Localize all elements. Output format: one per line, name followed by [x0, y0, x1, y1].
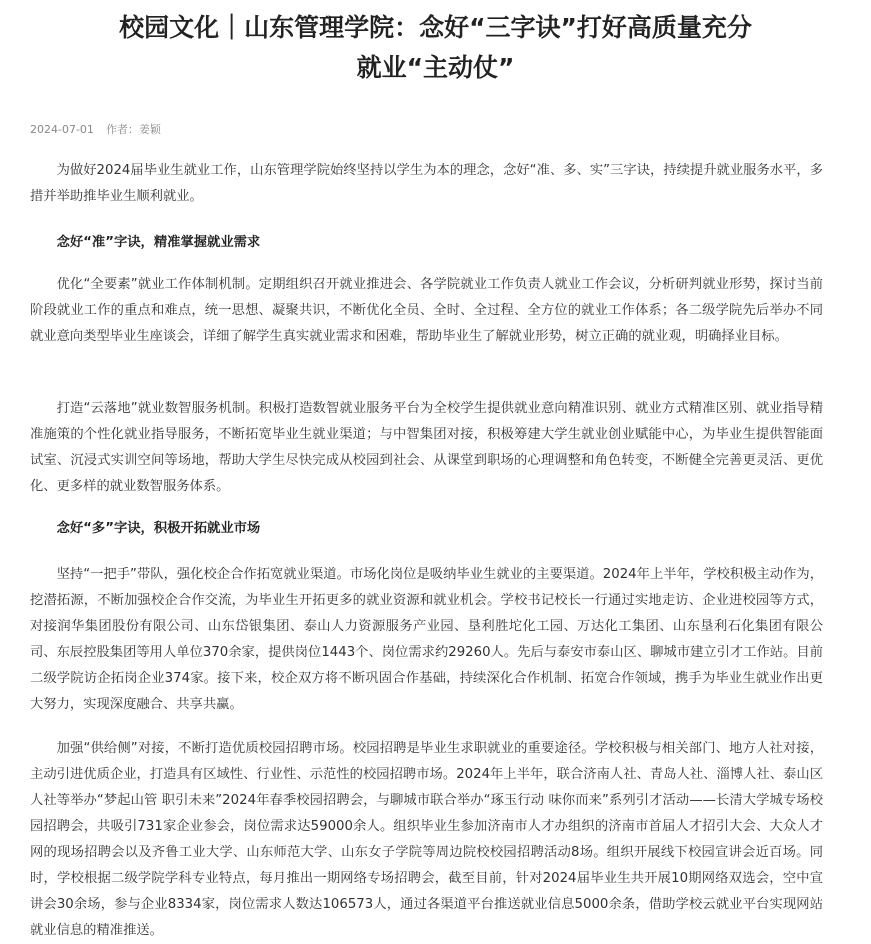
paragraph-enterprise-cooperation: 坚持“一把手”带队，强化校企合作拓宽就业渠道。市场化岗位是吸纳毕业生就业的主要渠道。2024年上半年，学校积极主动作为，挖潜拓源，不断加强校企合作交流，为毕业生开拓更多的就业资源和就业机会。学校书记校长一行通过实地走访、企业进校园等方式，对接润华集团股份有限公司、山东岱银集团、泰山人力资源服务产业园、垦利胜坨化工园、万达化工集团、山东垦利石化集团有限公司、东辰控股集团等用人单位370余家，提供岗位1443个、岗位需求约29260人。先后与泰安市泰山区、聊城市建立引才工作站。目前二级学院访企拓岗企业374家。接下来，校企双方将不断巩固合作基础，持续深化合作机制、拓宽合作领域，携手为毕业生就业作出更大努力，实现深度融合、共享共赢。	[30, 567, 823, 712]
article-title	[30, 8, 841, 88]
paragraph-campus-recruitment: 加强“供给侧”对接，不断打造优质校园招聘市场。校园招聘是毕业生求职就业的重要途径。学校积极与相关部门、地方人社对接，主动引进优质企业，打造具有区域性、行业性、示范性的校园招聘市场。2024年上半年，联合济南人社、青岛人社、淄博人社、泰山区人社等举办“梦起山管 职引未来”2024年春季校园招聘会，与聊城市联合举办“琢玉行动 味你而来”系列引才活动——长清大学城专场校园招聘会，共吸引731家企业参会，岗位需求达59000余人。组织毕业生参加济南市人才办组织的济南市首届人才招引大会、大众人才网的现场招聘会以及齐鲁工业大学、山东师范大学、山东女子学院等周边院校校园招聘活动8场。组织开展线下校园宣讲会近百场。同时，学校根据二级学院学科专业特点，每月推出一期网络专场招聘会，截至目前，针对2024届毕业生共开展10期网络双选会，空中宣讲会30余场，参与企业8334家，岗位需求人数达106573人，通过各渠道平台推送就业信息5000余条，借助学校云就业平台实现网站就业信息的精准推送。	[30, 741, 823, 938]
author: 作者：姜颖	[105, 123, 161, 136]
section-heading-precision: 念好“准”字诀，精准掌握就业需求	[56, 235, 261, 250]
publish-date: 2024-07-01	[30, 123, 94, 136]
article-title-line-1: 校园文化｜山东管理学院：念好“三字诀”打好高质量充分	[119, 13, 752, 42]
paragraph-intro: 为做好2024届毕业生就业工作，山东管理学院始终坚持以学生为本的理念，念好“准、多、实”三字诀，持续提升就业服务水平，多措并举助推毕业生顺利就业。	[30, 163, 823, 204]
article-meta	[30, 122, 161, 138]
section-heading-market: 念好“多”字诀，积极开拓就业市场	[56, 521, 261, 536]
article-title-line-2: 就业“主动仗”	[356, 53, 515, 82]
paragraph-mechanism: 优化“全要素”就业工作体制机制。定期组织召开就业推进会、各学院就业工作负责人就业工作会议，分析研判就业形势，探讨当前阶段就业工作的重点和难点，统一思想、凝聚共识，不断优化全员、全时、全过程、全方位的就业工作体系；各二级学院先后举办不同就业意向类型毕业生座谈会，详细了解学生真实就业需求和困难，帮助毕业生了解就业形势，树立正确的就业观，明确择业目标。	[30, 277, 823, 344]
paragraph-cloud-service: 打造“云落地”就业数智服务机制。积极打造数智就业服务平台为全校学生提供就业意向精准识别、就业方式精准区别、就业指导精准施策的个性化就业指导服务，不断拓宽毕业生就业渠道；与中智集团对接，积极筹建大学生就业创业赋能中心，为毕业生提供智能面试室、沉浸式实训空间等场地，帮助大学生尽快完成从校园到社会、从课堂到职场的心理调整和角色转变，不断健全完善更灵活、更优化、更多样的就业数智服务体系。	[30, 401, 823, 494]
